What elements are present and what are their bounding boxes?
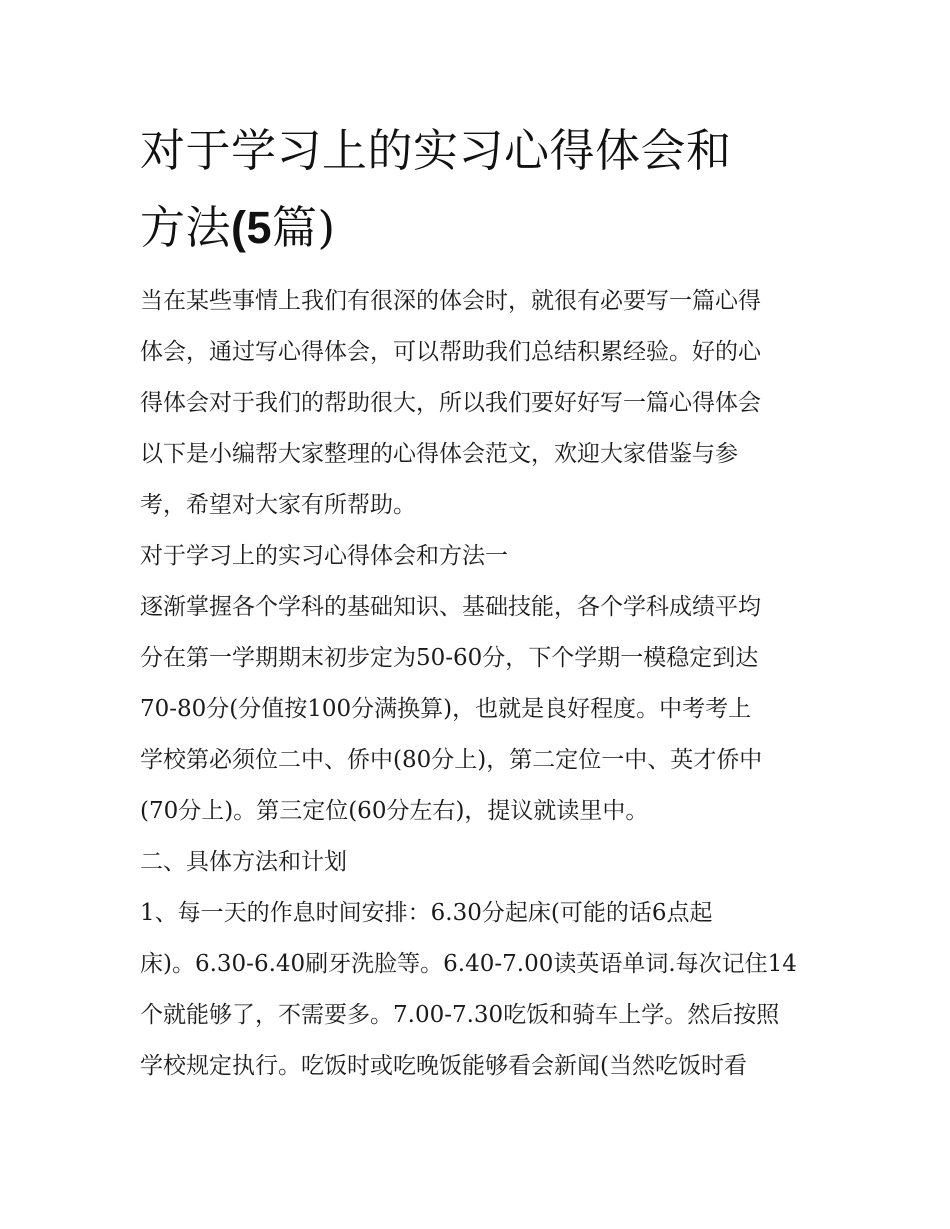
document-body — [140, 112, 812, 1092]
title-suffix: 篇) — [272, 201, 336, 254]
body-line: 学校第必须位二中、侨中(80分上)，第二定位一中、英才侨中 — [140, 747, 763, 773]
body-line: 分在第一学期期末初步定为50-60分，下个学期一模稳定到达 — [140, 645, 759, 671]
section-heading — [140, 837, 812, 888]
section2-heading-text: 二、具体方法和计划 — [140, 849, 347, 875]
intro-line: 得体会对于我们的帮助很大，所以我们要好好写一篇心得体会 — [140, 390, 761, 416]
intro-paragraph — [140, 276, 812, 531]
title-line-2 — [140, 189, 812, 266]
title-line-1: 对于学习上的实习心得体会和 — [140, 124, 732, 177]
body-line: 学校规定执行。吃饭时或吃晚饭能够看会新闻(当然吃饭时看 — [140, 1053, 747, 1079]
body-line: (70分上)。第三定位(60分左右)，提议就读里中。 — [140, 798, 649, 824]
body-line: 1、每一天的作息时间安排：6.30分起床(可能的话6点起 — [140, 900, 713, 926]
section1-paragraph — [140, 582, 812, 837]
intro-line: 体会，通过写心得体会，可以帮助我们总结积累经验。好的心 — [140, 339, 761, 365]
title-count: (5 — [231, 202, 273, 253]
title-text-method: 方法 — [140, 201, 232, 254]
body-line: 床)。6.30-6.40刷牙洗脸等。6.40-7.00读英语单词.每次记住14 — [140, 951, 797, 977]
body-line: 个就能够了，不需要多。7.00-7.30吃饭和骑车上学。然后按照 — [140, 1002, 780, 1028]
intro-line: 当在某些事情上我们有很深的体会时，就很有必要写一篇心得 — [140, 288, 761, 314]
section2-paragraph — [140, 888, 812, 1092]
intro-line: 考，希望对大家有所帮助。 — [140, 492, 416, 518]
document-title — [140, 112, 812, 266]
section1-heading-text: 对于学习上的实习心得体会和方法一 — [140, 543, 508, 569]
body-line: 70-80分(分值按100分满换算)，也就是良好程度。中考考上 — [140, 696, 752, 722]
section-heading — [140, 531, 812, 582]
intro-line: 以下是小编帮大家整理的心得体会范文，欢迎大家借鉴与参 — [140, 441, 738, 467]
body-line: 逐渐掌握各个学科的基础知识、基础技能，各个学科成绩平均 — [140, 594, 761, 620]
